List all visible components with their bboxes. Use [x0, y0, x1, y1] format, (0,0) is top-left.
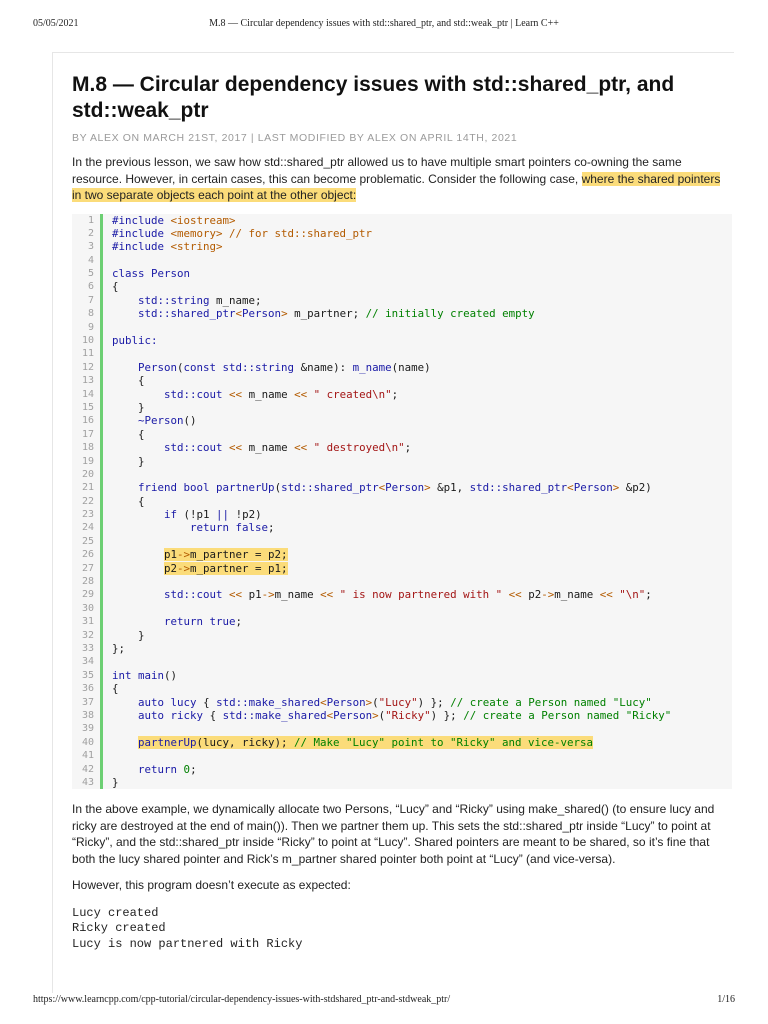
- line-number: 25: [72, 535, 103, 548]
- page-number: 1/16: [717, 994, 735, 1005]
- intro-highlight: where the shared pointers in two separate objects each point at the other object:: [72, 171, 721, 202]
- print-date: 05/05/2021: [33, 18, 79, 29]
- code-line: 7 std::string m_name;: [72, 294, 732, 307]
- intro-paragraph: [72, 154, 732, 204]
- code-line: 42 return 0;: [72, 763, 732, 776]
- article-byline: BY ALEX ON MARCH 21ST, 2017 | LAST MODIFIED BY ALEX ON APRIL 14TH, 2021: [72, 132, 518, 144]
- line-number: 28: [72, 575, 103, 588]
- line-number: 26: [72, 548, 103, 561]
- page-url: https://www.learncpp.com/cpp-tutorial/circular-dependency-issues-with-stdshared_ptr-and-stdweak_ptr/: [33, 994, 451, 1005]
- line-number: 9: [72, 321, 103, 334]
- line-number: 33: [72, 642, 103, 655]
- code-block: [72, 214, 732, 790]
- explanation-paragraph: In the above example, we dynamically allocate two Persons, “Lucy” and “Ricky” using make_shared() (to ensure lucy and ricky are destroyed at the end of main()). Then we partner them up. This sets the std::shared_ptr inside “Lucy” to point at “Ricky”, and the std::shared_ptr inside “Ricky” to point at “Lucy”. Shared pointers are meant to be shared, so it’s fine that both the lucy shared pointer and Rick’s m_partner shared pointer both point at “Lucy” (and vice-versa).: [72, 802, 715, 866]
- code-line: 3 #include <string>: [72, 240, 732, 253]
- code-line: [72, 655, 732, 668]
- line-number: 11: [72, 347, 103, 360]
- code-line: [72, 575, 732, 588]
- line-number: 18: [72, 441, 103, 454]
- line-number: 27: [72, 562, 103, 575]
- output-line: Lucy created: [72, 905, 159, 920]
- print-footer: [33, 994, 735, 1008]
- code-line: 15 }: [72, 401, 732, 414]
- code-line: [72, 722, 732, 735]
- code-line: 5 class Person: [72, 267, 732, 280]
- line-number: 20: [72, 468, 103, 481]
- code-line: 2 #include <memory> // for std::shared_ptr: [72, 227, 732, 240]
- code-line: 31 return true;: [72, 615, 732, 628]
- line-number: 14: [72, 388, 103, 401]
- code-line: 8 std::shared_ptr<Person> m_partner; // initially created empty: [72, 307, 732, 320]
- line-number: 6: [72, 280, 103, 293]
- output-line: Ricky created: [72, 921, 166, 936]
- line-number: 4: [72, 254, 103, 267]
- line-number: 29: [72, 588, 103, 601]
- code-line: 35 int main(): [72, 669, 732, 682]
- line-number: 1: [72, 214, 103, 227]
- print-page-title: M.8 — Circular dependency issues with std::shared_ptr, and std::weak_ptr | Learn C++: [209, 18, 559, 29]
- code-line: 24 return false;: [72, 521, 732, 534]
- line-number: 37: [72, 696, 103, 709]
- line-number: 24: [72, 521, 103, 534]
- code-line: 17 {: [72, 428, 732, 441]
- line-number: 3: [72, 240, 103, 253]
- code-line: 16 ~Person(): [72, 414, 732, 427]
- line-number: 39: [72, 722, 103, 735]
- line-number: 2: [72, 227, 103, 240]
- code-line: [72, 347, 732, 360]
- line-number: 16: [72, 414, 103, 427]
- code-line: [72, 254, 732, 267]
- code-line: 32 }: [72, 629, 732, 642]
- output-line: Lucy is now partnered with Ricky: [72, 936, 303, 951]
- code-line: 21 friend bool partnerUp(std::shared_ptr<Person> &p1, std::shared_ptr<Person> &p2): [72, 481, 732, 494]
- code-line: 29 std::cout << p1->m_name << " is now partnered with " << p2->m_name << "\n";: [72, 588, 732, 601]
- line-number: 7: [72, 294, 103, 307]
- line-number: 32: [72, 629, 103, 642]
- code-line: 14 std::cout << m_name << " created\n";: [72, 388, 732, 401]
- article: [72, 72, 732, 952]
- code-line: 38 auto ricky { std::make_shared<Person>("Ricky") }; // create a Person named "Ricky": [72, 709, 732, 722]
- line-number: 23: [72, 508, 103, 521]
- line-number: 42: [72, 763, 103, 776]
- code-line: 22 {: [72, 495, 732, 508]
- intro-text: In the previous lesson, we saw how std::shared_ptr allowed us to have multiple smart pointers co-owning the same resource. However, in certain cases, this can become problematic. Consider the following case,: [72, 155, 682, 186]
- line-number: 31: [72, 615, 103, 628]
- code-line: 40 partnerUp(lucy, ricky); // Make "Lucy" point to "Ricky" and vice-versa: [72, 736, 732, 749]
- code-line: [72, 535, 732, 548]
- line-number: 38: [72, 709, 103, 722]
- line-number: 15: [72, 401, 103, 414]
- title-line-2: std::weak_ptr: [72, 99, 209, 122]
- code-line: 10 public:: [72, 334, 732, 347]
- code-line: 43 }: [72, 776, 732, 789]
- code-line: 33 };: [72, 642, 732, 655]
- print-header: [33, 18, 735, 32]
- code-line: 1 #include <iostream>: [72, 214, 732, 227]
- line-number: 43: [72, 776, 103, 789]
- line-number: 10: [72, 334, 103, 347]
- line-number: 22: [72, 495, 103, 508]
- code-line: 18 std::cout << m_name << " destroyed\n";: [72, 441, 732, 454]
- code-line: 23 if (!p1 || !p2): [72, 508, 732, 521]
- line-number: 40: [72, 736, 103, 749]
- line-number: 34: [72, 655, 103, 668]
- line-number: 30: [72, 602, 103, 615]
- code-line: 27 p2->m_partner = p1;: [72, 562, 732, 575]
- line-number: 8: [72, 307, 103, 320]
- code-line: 13 {: [72, 374, 732, 387]
- however-paragraph: However, this program doesn’t execute as expected:: [72, 878, 351, 893]
- line-number: 13: [72, 374, 103, 387]
- line-number: 21: [72, 481, 103, 494]
- line-number: 36: [72, 682, 103, 695]
- article-title: [72, 72, 732, 124]
- code-line: 36 {: [72, 682, 732, 695]
- line-number: 19: [72, 455, 103, 468]
- line-number: 41: [72, 749, 103, 762]
- code-line: [72, 321, 732, 334]
- code-line: [72, 468, 732, 481]
- title-line-1: M.8 — Circular dependency issues with std::shared_ptr, and: [72, 73, 675, 96]
- code-line: 26 p1->m_partner = p2;: [72, 548, 732, 561]
- code-line: 12 Person(const std::string &name): m_name(name): [72, 361, 732, 374]
- line-number: 35: [72, 669, 103, 682]
- line-number: 12: [72, 361, 103, 374]
- code-line: [72, 749, 732, 762]
- line-number: 17: [72, 428, 103, 441]
- code-line: 19 }: [72, 455, 732, 468]
- code-line: 37 auto lucy { std::make_shared<Person>("Lucy") }; // create a Person named "Lucy": [72, 696, 732, 709]
- program-output: [72, 906, 732, 953]
- code-line: [72, 602, 732, 615]
- code-line: 6 {: [72, 280, 732, 293]
- line-number: 5: [72, 267, 103, 280]
